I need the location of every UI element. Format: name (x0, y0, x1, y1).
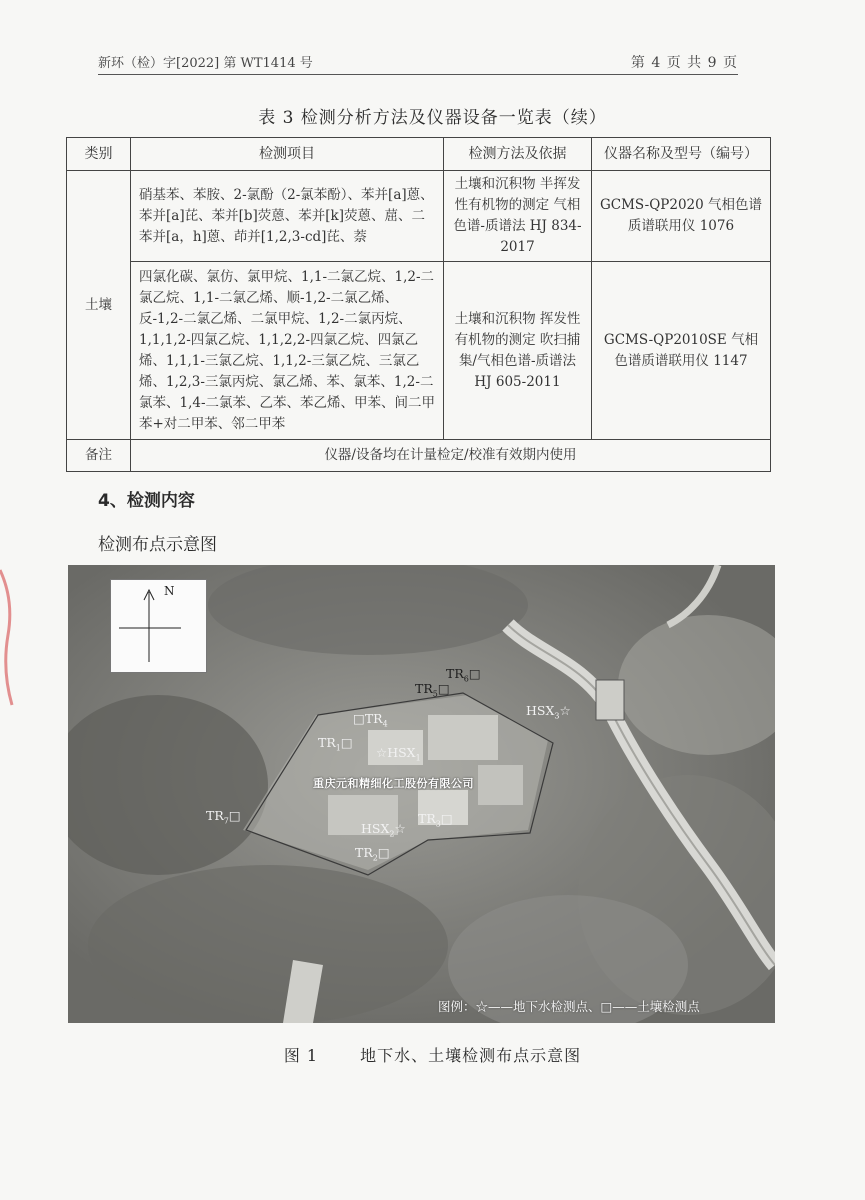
soil-point-tr7: $TR_7□$ (206, 808, 241, 826)
north-arrow-icon (111, 580, 206, 672)
page-header (98, 50, 738, 75)
column-header: 检测方法及依据 (444, 138, 592, 171)
instrument-cell: GCMS-QP2020 气相色谱质谱联用仪 1076 (592, 171, 771, 262)
groundwater-point-hsx1: $☆HSX_1$ (376, 745, 421, 763)
soil-point-tr2: $TR_2□$ (355, 845, 390, 863)
items-cell: 四氯化碳、氯仿、氯甲烷、1,1-二氯乙烷、1,2-二氯乙烷、1,1-二氯乙烯、顺-1,2-二氯乙烯、反-1,2-二氯乙烯、二氯甲烷、1,2-二氯丙烷、1,1,1,2-四氯乙烷、1,1,2,2-四氯乙烷、四氯乙烯、1,1,1-三氯乙烷、1,1,2-三氯乙烷、三氯乙烯、1,2,3-三氯丙烷、氯乙烯、苯、氯苯、1,2-二氯苯、1,4-二氯苯、乙苯、苯乙烯、甲苯、间二甲苯+对二甲苯、邻二甲苯 (131, 262, 444, 440)
factory-building (478, 765, 523, 805)
soil-point-tr6: $TR_6□$ (446, 666, 481, 684)
stamp-edge (0, 560, 20, 710)
factory-building (428, 715, 498, 760)
groundwater-point-hsx2: $HSX_2☆$ (361, 821, 406, 839)
column-header: 类别 (67, 138, 131, 171)
document-number: 新环（检）字[2022] 第 WT1414 号 (98, 56, 313, 71)
building (596, 680, 624, 720)
remark-row (67, 440, 771, 472)
sampling-map (68, 565, 775, 1023)
compass (110, 579, 207, 673)
methods-table (66, 137, 771, 472)
page-number: 第 4 页 共 9 页 (630, 55, 738, 71)
map-legend: 图例：☆——地下水检测点、□——土壤检测点 (438, 999, 700, 1014)
vegetation-patch (88, 865, 448, 1023)
figure-title: 地下水、土壤检测布点示意图 (360, 1046, 582, 1065)
column-header: 仪器名称及型号（编号） (592, 138, 771, 171)
soil-point-tr3: $TR_3□$ (418, 811, 453, 829)
items-cell: 硝基苯、苯胺、2-氯酚（2-氯苯酚）、苯并[a]蒽、苯并[a]芘、苯并[b]荧蒽、苯并[k]荧蒽、䓛、二苯并[a，h]蒽、茚并[1,2,3-cd]芘、萘 (131, 171, 444, 262)
section-heading: 4、检测内容 (98, 491, 195, 511)
compass-north-label: N (164, 584, 175, 598)
method-cell: 土壤和沉积物 半挥发性有机物的测定 气相色谱-质谱法 HJ 834-2017 (444, 171, 592, 262)
remark-text: 仪器/设备均在计量检定/校准有效期内使用 (131, 440, 771, 472)
soil-point-tr5: $TR_5□$ (415, 681, 450, 699)
soil-point-tr4: $□TR_4$ (353, 711, 388, 729)
map-subheading: 检测布点示意图 (98, 535, 217, 555)
method-cell: 土壤和沉积物 挥发性有机物的测定 吹扫捕集/气相色谱-质谱法 HJ 605-2011 (444, 262, 592, 440)
groundwater-point-hsx3: $HSX_3☆$ (526, 703, 571, 721)
figure-caption (0, 1043, 865, 1066)
table-header-row (67, 138, 771, 171)
soil-point-tr1: $TR_1□$ (318, 735, 353, 753)
table-title: 表 3 检测分析方法及仪器设备一览表（续） (258, 108, 607, 128)
remark-label: 备注 (67, 440, 131, 472)
figure-number: 图 1 (283, 1046, 319, 1065)
table-row (67, 262, 771, 440)
column-header: 检测项目 (131, 138, 444, 171)
instrument-cell: GCMS-QP2010SE 气相色谱质谱联用仪 1147 (592, 262, 771, 440)
category-cell: 土壤 (67, 171, 131, 440)
table-row (67, 171, 771, 262)
company-name-label: 重庆元和精细化工股份有限公司 (313, 777, 474, 790)
